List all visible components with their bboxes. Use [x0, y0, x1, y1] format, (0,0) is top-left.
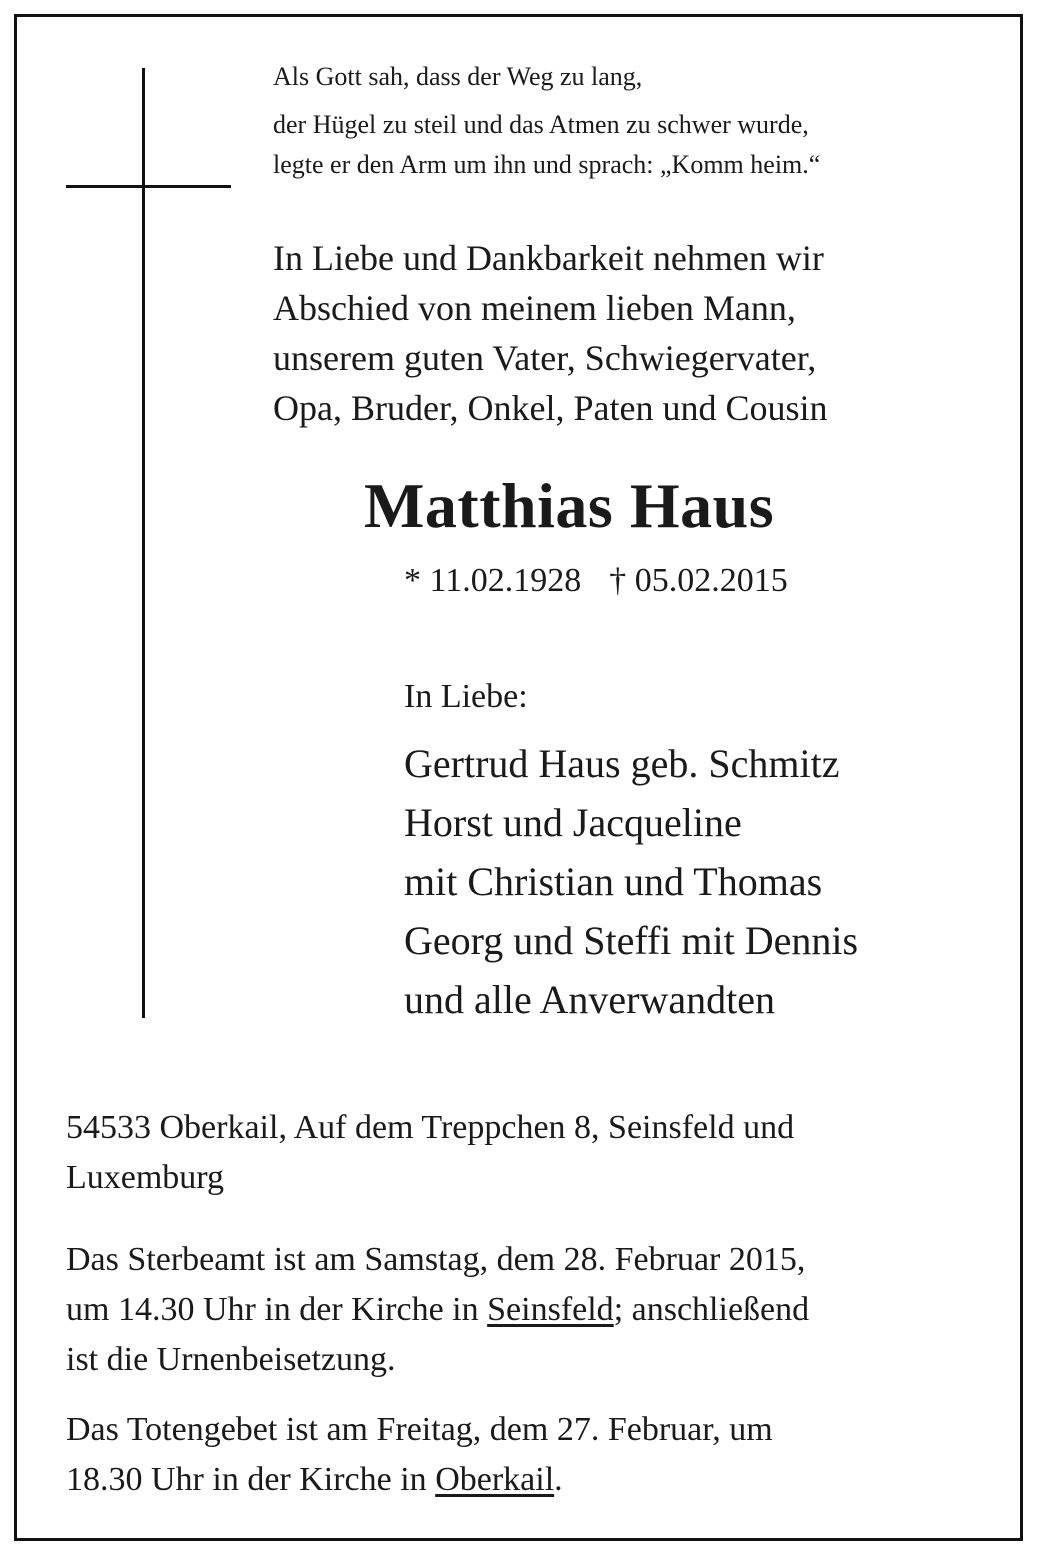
- funeral-mass-time: um 14.30 Uhr in der Kirche in: [66, 1291, 488, 1328]
- mourner-line-5: und alle Anverwandten: [404, 977, 775, 1022]
- cross-icon-vertical: [142, 68, 145, 1018]
- prayer-time: 18.30 Uhr in der Kirche in: [66, 1461, 436, 1498]
- address-line-1: 54533 Oberkail, Auf dem Treppchen 8, Seinsfeld und: [66, 1109, 795, 1146]
- verse-line-3: legte er den Arm um ihn und sprach: „Komm heim.“: [273, 150, 821, 179]
- prayer-line-2: [66, 1456, 563, 1504]
- intro-line-3: unserem guten Vater, Schwiegervater,: [273, 338, 817, 378]
- death-date: † 05.02.2015: [609, 562, 788, 599]
- intro-line-2: Abschied von meinem lieben Mann,: [273, 288, 796, 328]
- funeral-mass-line-2: [66, 1286, 809, 1334]
- funeral-mass-line-1: Das Sterbeamt ist am Samstag, dem 28. Februar 2015,: [66, 1241, 806, 1278]
- funeral-mass-line-3: ist die Urnenbeisetzung.: [66, 1341, 396, 1378]
- mourners-label: In Liebe:: [404, 678, 528, 715]
- intro-line-4: Opa, Bruder, Onkel, Paten und Cousin: [273, 388, 828, 428]
- funeral-mass-place: Seinsfeld: [487, 1291, 614, 1328]
- prayer-end: .: [554, 1461, 563, 1498]
- life-dates: [404, 558, 788, 604]
- prayer-line-1: Das Totengebet ist am Freitag, dem 27. Februar, um: [66, 1411, 773, 1448]
- verse-line-1: Als Gott sah, dass der Weg zu lang,: [273, 62, 643, 91]
- mourner-line-4: Georg und Steffi mit Dennis: [404, 918, 859, 963]
- birth-date: * 11.02.1928: [404, 562, 582, 599]
- address-line-2: Luxemburg: [66, 1159, 225, 1196]
- funeral-mass-after: ; anschließend: [613, 1291, 810, 1328]
- deceased-name: Matthias Haus: [364, 470, 775, 541]
- prayer-place: Oberkail: [435, 1461, 555, 1498]
- mourner-line-1: Gertrud Haus geb. Schmitz: [404, 741, 840, 786]
- verse-line-2: der Hügel zu steil und das Atmen zu schwer wurde,: [273, 110, 809, 139]
- cross-icon-horizontal: [66, 185, 231, 188]
- mourner-line-3: mit Christian und Thomas: [404, 859, 823, 904]
- intro-line-1: In Liebe und Dankbarkeit nehmen wir: [273, 238, 824, 278]
- mourner-line-2: Horst und Jacqueline: [404, 800, 742, 845]
